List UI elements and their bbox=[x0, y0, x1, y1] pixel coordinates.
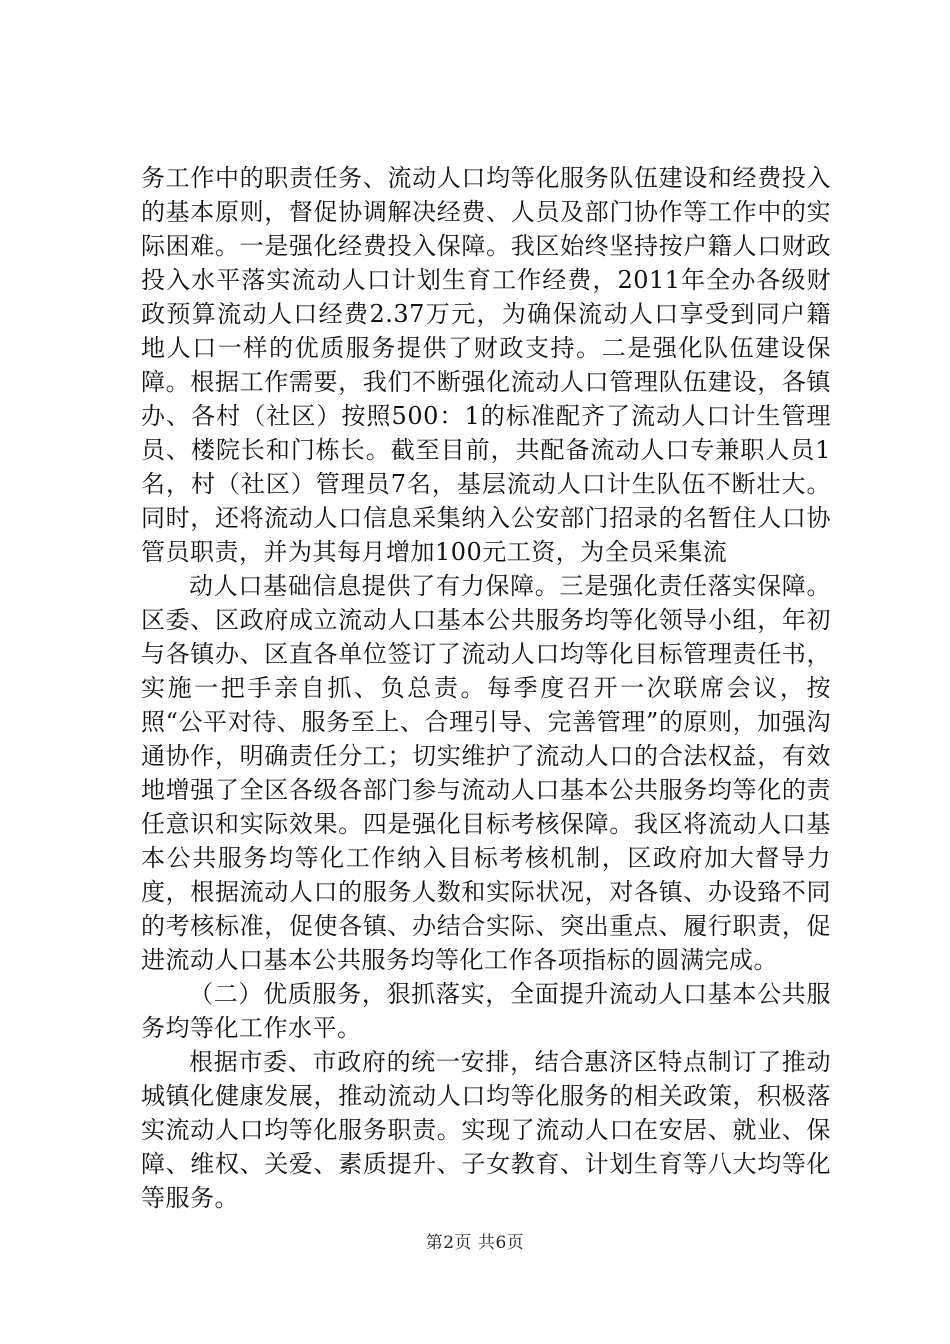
page-number-footer: 第2页 共6页 bbox=[425, 1233, 525, 1253]
paragraph-3: 根据市委、市政府的统一安排，结合惠济区特点制订了推动城镇化健康发展，推动流动人口均等化服务的相关政策，积极落实流动人口均等化服务职责。实现了流动人口在安居、就业、保障、维权、关爱、素质提升、子女教育、计划生育等八大均等化等服务。 bbox=[141, 1048, 831, 1212]
section-heading-2: （二）优质服务，狠抓落实，全面提升流动人口基本公共服务均等化工作水平。 bbox=[141, 980, 831, 1042]
paragraph-2: 动人口基础信息提供了有力保障。三是强化责任落实保障。区委、区政府成立流动人口基本公共服务均等化领导小组，年初与各镇办、区直各单位签订了流动人口均等化目标管理责任书，实施一把手亲自抓、负总责。每季度召开一次联席会议，按照“公平对待、服务至上、合理引导、完善管理”的原则，加强沟通协作，明确责任分工；切实维护了流动人口的合法权益，有效地增强了全区各级各部门参与流动人口基本公共服务均等化的责任意识和实际效果。四是强化目标考核保障。我区将流动人口基本公共服务均等化工作纳入目标考核机制，区政府加大督导力度，根据流动人口的服务人数和实际状况，对各镇、办设臵不同的考核标准，促使各镇、办结合实际、突出重点、履行职责，促进流动人口基本公共服务均等化工作各项指标的圆满完成。 bbox=[141, 572, 831, 974]
paragraph-1: 务工作中的职责任务、流动人口均等化服务队伍建设和经费投入的基本原则，督促协调解决经费、人员及部门协作等工作中的实际困难。一是强化经费投入保障。我区始终坚持按户籍人口财政投入水平落实流动人口计划生育工作经费，2011年全办各级财政预算流动人口经费2.37万元，为确保流动人口享受到同户籍地人口一样的优质服务提供了财政支持。二是强化队伍建设保障。根据工作需要，我们不断强化流动人口管理队伍建设，各镇办、各村（社区）按照500：1的标准配齐了流动人口计生管理员、楼院长和门栋长。截至目前，共配备流动人口专兼职人员1名，村（社区）管理员7名，基层流动人口计生队伍不断壮大。同时，还将流动人口信息采集纳入公安部门招录的名暂住人口协管员职责，并为其每月增加100元工资，为全员采集流 bbox=[141, 164, 831, 566]
document-body bbox=[141, 161, 831, 1215]
